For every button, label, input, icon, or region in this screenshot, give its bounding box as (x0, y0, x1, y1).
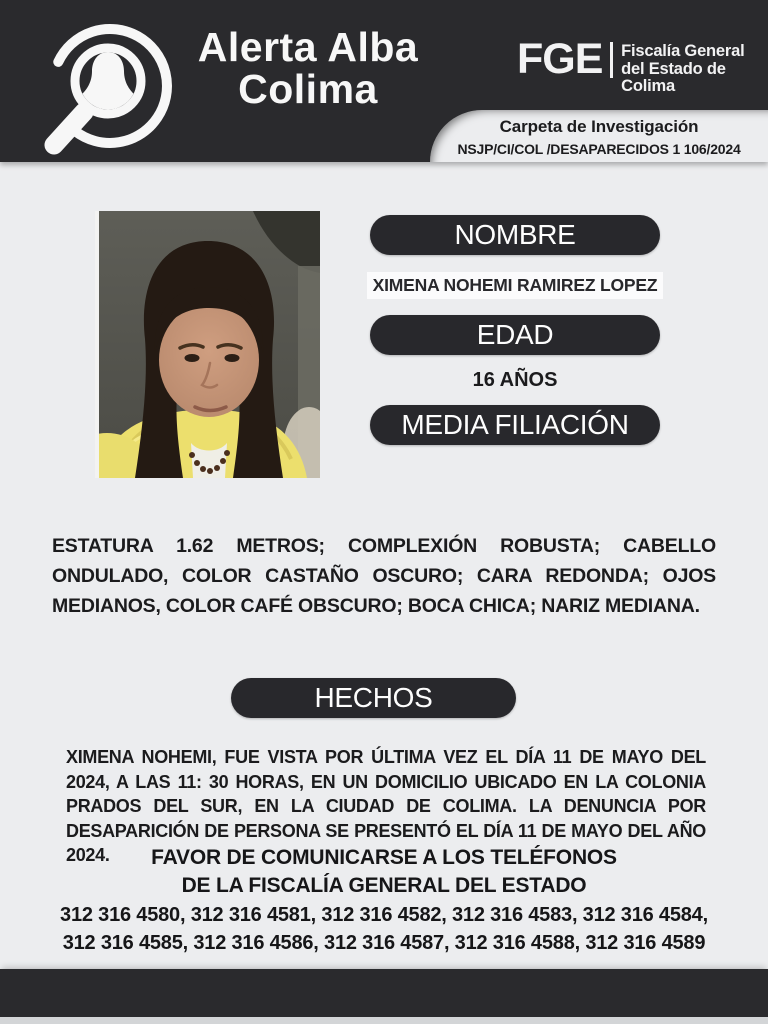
fge-logo (517, 35, 768, 96)
brand-title-line1: Alerta Alba (197, 24, 419, 70)
phone-numbers (0, 901, 768, 957)
person-age: 16 AÑOS (472, 369, 558, 391)
person-name: XIMENA NOHEMI RAMIREZ LOPEZ (367, 272, 663, 299)
fge-org-line1: Fiscalía General (621, 42, 745, 60)
case-file-tab (430, 110, 768, 162)
name-label-pill: NOMBRE (370, 215, 660, 255)
fge-acronym: FGE (517, 35, 603, 83)
call-to-action-line2: DE LA FISCALÍA GENERAL DEL ESTADO (181, 874, 587, 897)
fge-org-line2: del Estado de Colima (621, 59, 726, 95)
age-label-pill: EDAD (370, 315, 660, 355)
fge-org-name (621, 41, 768, 96)
facts-text: XIMENA NOHEMI, FUE VISTA POR ÚLTIMA VEZ EL DÍA 11 DE MAYO DEL 2024, A LAS 11: 30 HORAS, EN UN DOMICILIO UBICADO EN LA COLONIA PRADOS DEL SUR, EN LA CIUDAD DE COLIMA. LA DENUNCIA POR DESAPARICIÓN DE PERSONA SE PRESENTÓ EL DÍA 11 DE MAYO DEL AÑO 2024. (66, 747, 706, 865)
missing-person-photo (95, 211, 320, 478)
phone-numbers-line2: 312 316 4585, 312 316 4586, 312 316 4587, 312 316 4588, 312 316 4589 (62, 932, 706, 954)
fge-divider (610, 42, 613, 78)
call-to-action-line1: FAVOR DE COMUNICARSE A LOS TELÉFONOS (151, 846, 617, 869)
case-file-label: Carpeta de Investigación (499, 117, 699, 136)
phone-numbers-line1: 312 316 4580, 312 316 4581, 312 316 4582, 312 316 4583, 312 316 4584, (60, 904, 708, 926)
physical-description: ESTATURA 1.62 METROS; COMPLEXIÓN ROBUSTA; CABELLO ONDULADO, COLOR CASTAÑO OSCURO; CARA REDONDA; OJOS MEDIANOS, COLOR CAFÉ OBSCURO; BOCA CHICA; NARIZ MEDIANA. (52, 535, 716, 617)
case-file-number: NSJP/CI/COL /DESAPARECIDOS 1 106/2024 (457, 141, 741, 157)
description-label-pill: MEDIA FILIACIÓN (370, 405, 660, 445)
magnifier-person-icon (18, 6, 176, 166)
brand-title-line2: Colima (238, 66, 378, 112)
footer-bar (0, 969, 768, 1017)
facts-label-pill: HECHOS (231, 678, 516, 718)
brand-title (158, 26, 458, 110)
footer-strip (0, 1017, 768, 1024)
header-bar (0, 0, 768, 162)
call-to-action (0, 844, 768, 900)
